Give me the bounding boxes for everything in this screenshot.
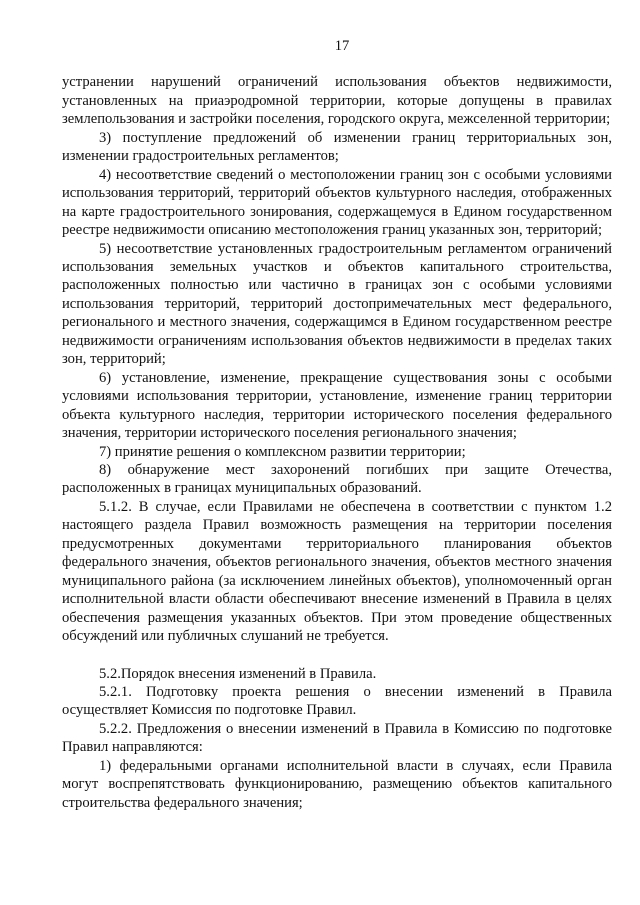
section-heading-5-2: 5.2.Порядок внесения изменений в Правила. (99, 665, 377, 682)
list-item-3: 3) поступление предложений об изменении границ территориальных зон, изменении градостроительных регламентов; (62, 129, 612, 165)
list-item-5: 5) несоответствие установленных градостроительным регламентом ограничений использования земельных участков и объектов капитального строительства, расположенных полностью или частично в границах зон с особыми условиями использования территорий, территорий достопримечательных мест федерального, регионального и местного значения, содержащимся в Едином государственном реестре недвижимости ограничениям использования объектов недвижимости в пределах таких зон, территорий; (62, 240, 612, 368)
clause-5-2-1: 5.2.1. Подготовку проекта решения о внесении изменений в Правила осуществляет Комиссия по подготовке Правил. (62, 683, 612, 719)
paragraph-spacer (62, 646, 612, 665)
list-item-1: 1) федеральными органами исполнительной власти в случаях, если Правила могут воспрепятствовать функционированию, размещению объектов капитального строительства федерального значения; (62, 757, 612, 811)
clause-5-1-2: 5.1.2. В случае, если Правилами не обеспечена в соответствии с пунктом 1.2 настоящего раздела Правил возможность размещения на территории поселения предусмотренных документами территориального планирования объектов федерального значения, объектов регионального значения, объектов местного значения муниципального района (за исключением линейных объектов), уполномоченный орган исполнительной власти области обеспечивают внесение изменений в Правила в целях обеспечения размещения указанных объектов. При этом проведение общественных обсуждений или публичных слушаний не требуется. (62, 498, 612, 645)
list-item-4: 4) несоответствие сведений о местоположении границ зон с особыми условиями использования территорий, территорий объектов культурного наследия, отображенных на карте градостроительного зонирования, содержащемуся в Едином государственном реестре недвижимости описанию местоположения границ указанных зон, территорий; (62, 166, 612, 239)
list-item-7: 7) принятие решения о комплексном развитии территории; (99, 443, 466, 460)
clause-5-2-2: 5.2.2. Предложения о внесении изменений в Правила в Комиссию по подготовке Правил направляются: (62, 720, 612, 756)
paragraph-continuation: устранении нарушений ограничений использования объектов недвижимости, установленных на приаэродромной территории, которые допущены в правилах землепользования и застройки поселения, городского округа, межселенной территории; (62, 74, 612, 128)
list-item-8: 8) обнаружение мест захоронений погибших при защите Отечества, расположенных в границах муниципальных образований. (62, 461, 612, 497)
list-item-6: 6) установление, изменение, прекращение существования зоны с особыми условиями использования территории, установление, изменение границ территории объекта культурного наследия, территории исторического поселения федерального значения, территории исторического поселения регионального значения; (62, 369, 612, 442)
page-number: 17 (334, 38, 350, 54)
